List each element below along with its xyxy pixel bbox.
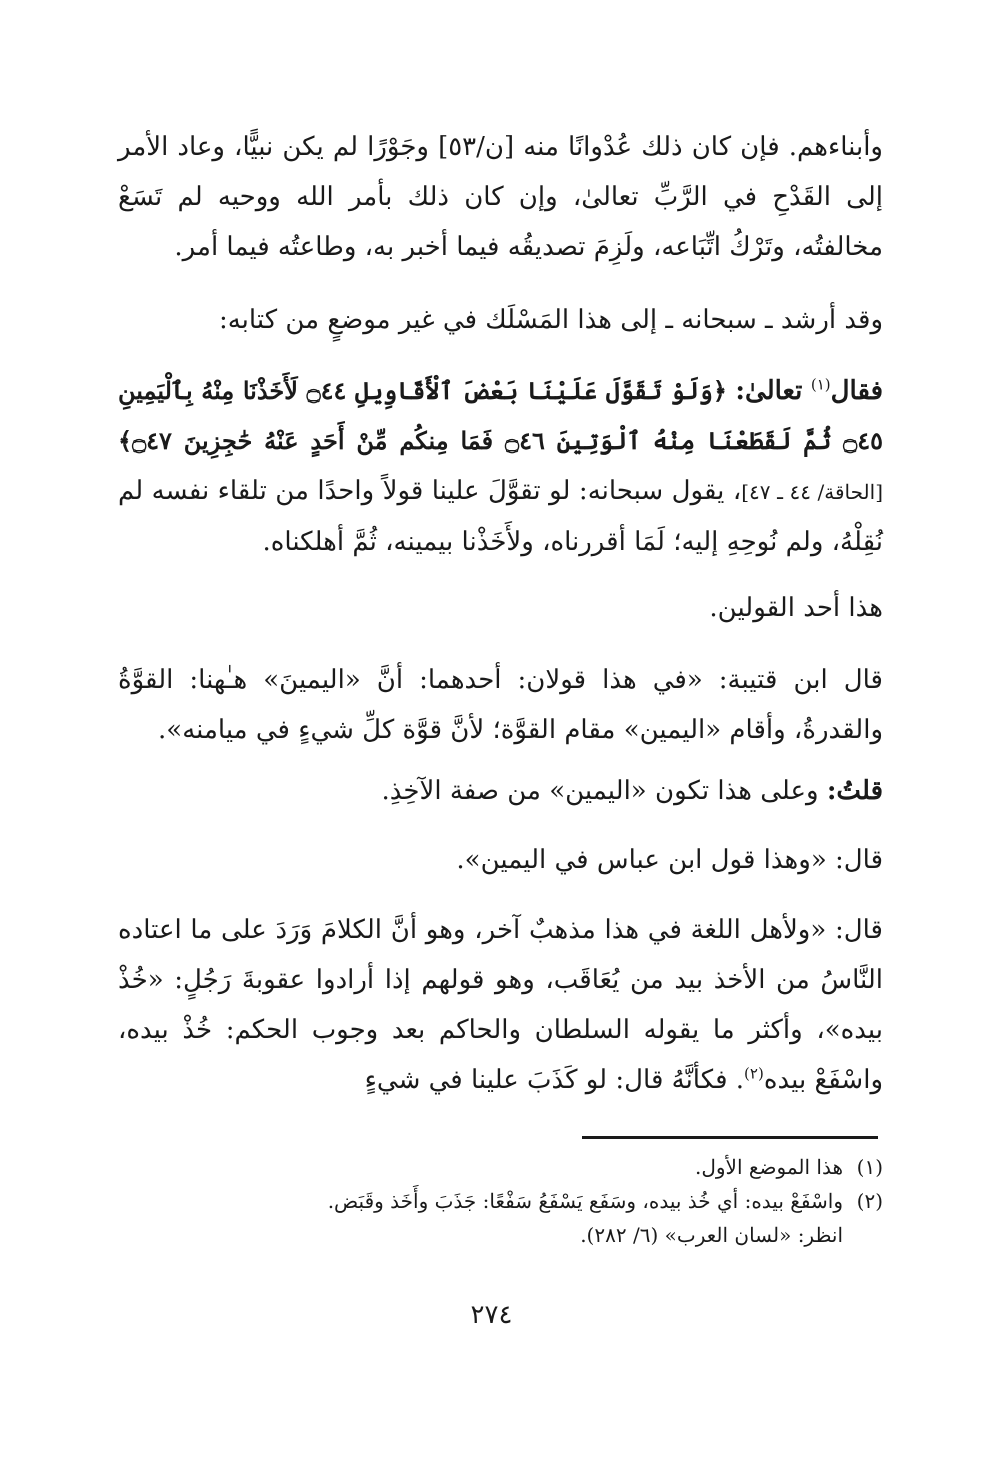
paragraph-6 bbox=[118, 766, 883, 816]
paragraph-3-rest: ، يقول سبحانه: لو تقوَّلَ علينا قولاً واحدًا من تلقاء نفسه لم نُقِلْهُ، ولم نُوحِهِ إليه؛ لَمَا أقررناه، ولأَخَذْنا بيمينه، ثُمَّ أهلكناه. bbox=[118, 476, 883, 557]
paragraph-5: قال ابن قتيبة: «في هذا قولان: أحدهما: أنَّ «اليمينَ» هـٰهنا: القوَّةُ والقدرةُ، وأقام «اليمين» مقام القوَّة؛ لأنَّ قوَّة كلِّ شيءٍ في ميامنه». bbox=[118, 665, 883, 745]
footnote-2-continuation: انظر: «لسان العرب» (٦/ ٢٨٢). bbox=[580, 1223, 843, 1247]
paragraph-8-tail: . فكأنَّهُ قال: لو كَذَبَ علينا في شيءٍ bbox=[364, 1065, 745, 1095]
footnote-ref-2: (٢) bbox=[744, 1064, 764, 1083]
paragraph-4: هذا أحد القولين. bbox=[709, 593, 883, 623]
surah-citation: [الحاقة/ ٤٤ ـ ٤٧] bbox=[741, 480, 883, 504]
paragraph-6-rest: وعلى هذا تكون «اليمين» من صفة الآخِذِ. bbox=[381, 776, 819, 806]
page-number: ٢٧٤ bbox=[470, 1300, 513, 1330]
footnote-1-text: هذا الموضع الأول. bbox=[695, 1155, 843, 1179]
footnote-2-text: واسْفَعْ بيده: أي خُذ بيده، وسَفَع يَسْفَعُ سَفْعًا: جَذَبَ وأَخَذ وقَبَض. bbox=[327, 1189, 843, 1213]
quran-verse: ﴿وَلَوْ تَقَوَّلَ عَلَيْنَا بَعْضَ ٱلْأَقَاوِيلِ ۝٤٤ لَأَخَذْنَا مِنْهُ بِٱلْيَمِينِ ۝٤٥ ثُمَّ لَقَطَعْنَا مِنْهُ ٱلْوَتِينَ ۝٤٦ فَمَا مِنكُم مِّنْ أَحَدٍ عَنْهُ حَٰجِزِينَ ۝٤٧﴾ bbox=[118, 376, 883, 455]
footnote-2 bbox=[118, 1184, 883, 1218]
paragraph-1: وأبناءهم. فإن كان ذلك عُدْوانًا منه [ن/٥٣] وجَوْرًا لم يكن نبيًّا، وعاد الأمر إلى القَدْحِ في الرَّبِّ تعالىٰ، وإن كان ذلك بأمر الله ووحيه لم تَسَعْ مخالفتُه، وتَرْكُ اتِّبَاعه، ولَزِمَ تصديقُه فيما أخبر به، وطاعتُه فيما أمر. bbox=[118, 132, 883, 262]
paragraph-2: وقد أرشد ـ سبحانه ـ إلى هذا المَسْلَك في غير موضعٍ من كتابه: bbox=[218, 305, 883, 335]
lead-word: فقال bbox=[830, 376, 884, 406]
footnote-1-number: (١) bbox=[856, 1155, 883, 1179]
author-note-label: قلتُ: bbox=[826, 776, 883, 806]
paragraph-8-main: قال: «ولأهل اللغة في هذا مذهبٌ آخر، وهو أنَّ الكلامَ وَرَدَ على ما اعتاده النَّاسُ من الأخذ بيد من يُعَاقَب، وهو قولهم إذا أرادوا عقوبةَ رَجُلٍ: «خُذْ بيده»، وأكثر ما يقوله السلطان والحاكم بعد وجوب الحكم: خُذْ بيده، واسْفَعْ بيده bbox=[118, 915, 883, 1095]
footnote-1 bbox=[118, 1150, 883, 1184]
footnote-2-number: (٢) bbox=[856, 1189, 883, 1213]
paragraph-quran-verse bbox=[118, 366, 883, 567]
paragraph-7: قال: «وهذا قول ابن عباس في اليمين». bbox=[456, 845, 883, 875]
lead-word-2: تعالىٰ: bbox=[735, 376, 803, 406]
footnote-ref-1: (١) bbox=[810, 375, 831, 394]
footnotes bbox=[118, 1150, 883, 1252]
footnote-divider bbox=[582, 1136, 878, 1139]
paragraph-8 bbox=[118, 905, 883, 1105]
